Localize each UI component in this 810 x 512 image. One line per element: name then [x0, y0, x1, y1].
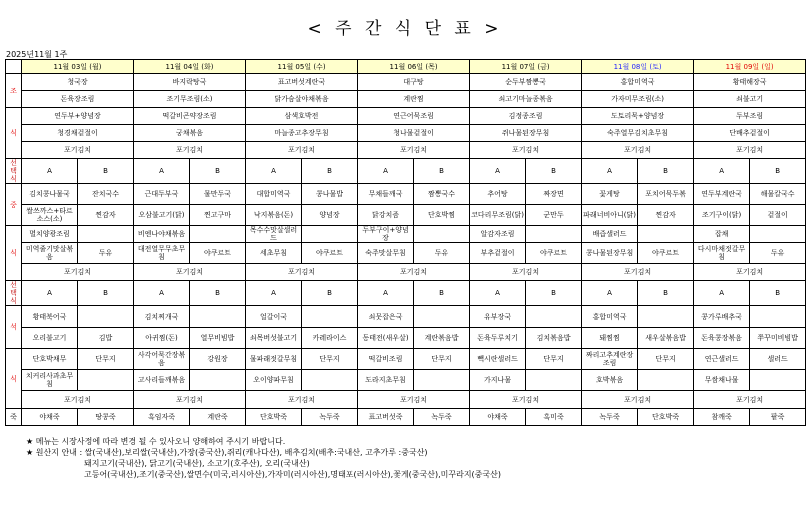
- meal-label-juk: 죽: [6, 409, 22, 426]
- juk-item-b: 땅콩죽: [78, 409, 134, 426]
- dinner-item-b: [302, 370, 358, 391]
- option-a: A: [246, 281, 302, 306]
- breakfast-item: 조기무조림(소): [134, 91, 246, 108]
- dinner-item-a: 오리불고기: [22, 328, 78, 349]
- breakfast-item: 김정종조림: [470, 108, 582, 125]
- option-b: B: [302, 281, 358, 306]
- option-b: B: [190, 159, 246, 184]
- dinner-item-b: 단무지: [78, 349, 134, 370]
- breakfast-item: 표고버섯계란국: [246, 74, 358, 91]
- dinner-item-a: 빽시란샐러드: [470, 349, 526, 370]
- day-header: 11월 07일 (금): [470, 60, 582, 74]
- lunch-item: 포기김치: [246, 264, 358, 281]
- corner-cell: [6, 60, 22, 74]
- dinner-item-a: 떡갈비조림: [358, 349, 414, 370]
- breakfast-item: 단배추겉절이: [694, 125, 806, 142]
- dinner-item-a: 도라지초무침: [358, 370, 414, 391]
- lunch-item-a: 부추겉절이: [470, 243, 526, 264]
- breakfast-item: 대구탕: [358, 74, 470, 91]
- lunch-item-a: 오삼불고기(닭): [134, 205, 190, 226]
- dinner-item-a: 돈육두루치기: [470, 328, 526, 349]
- breakfast-item: 순두부짬뽕국: [470, 74, 582, 91]
- lunch-item-b: [78, 226, 134, 243]
- dinner-item-b: 새우살볶음밥: [638, 328, 694, 349]
- dinner-item-b: [414, 370, 470, 391]
- dinner-item: 포기김치: [694, 391, 806, 409]
- lunch-item-b: 포치어묵두볶: [638, 184, 694, 205]
- option-a: A: [134, 281, 190, 306]
- dinner-item: 포기김치: [470, 391, 582, 409]
- option-a: A: [358, 281, 414, 306]
- lunch-item-a: 낙지볶음(돈): [246, 205, 302, 226]
- meal-label-lunch: 식: [6, 226, 22, 281]
- dinner-item-a: 치커리사과초무침: [22, 370, 78, 391]
- juk-item-b: 팥죽: [750, 409, 806, 426]
- option-b: B: [638, 159, 694, 184]
- lunch-item-a: 근대두부국: [134, 184, 190, 205]
- dinner-item-b: [302, 306, 358, 328]
- option-a: A: [358, 159, 414, 184]
- notes: [26, 436, 501, 480]
- breakfast-item: 청경채겉절이: [22, 125, 134, 142]
- option-a: A: [582, 159, 638, 184]
- dinner-item-a: 오이양파무침: [246, 370, 302, 391]
- breakfast-item: 궁채볶음: [134, 125, 246, 142]
- meal-label-breakfast: 식: [6, 108, 22, 159]
- breakfast-item: 도토리묵+양념장: [582, 108, 694, 125]
- day-header: 11월 09일 (일): [694, 60, 806, 74]
- dinner-item-a: 쇠목버섯불고기: [246, 328, 302, 349]
- dinner-item-b: 쭈꾸미비빔밥: [750, 328, 806, 349]
- lunch-item-b: [638, 226, 694, 243]
- lunch-item: 포기김치: [134, 264, 246, 281]
- option-b: B: [190, 281, 246, 306]
- option-a: A: [134, 159, 190, 184]
- dinner-item-b: [414, 306, 470, 328]
- lunch-item-a: 대전열무무초무침: [134, 243, 190, 264]
- breakfast-item: 포기김치: [246, 142, 358, 159]
- lunch-item-b: 야쿠르트: [302, 243, 358, 264]
- lunch-item-b: 잔치국수: [78, 184, 134, 205]
- option-a: A: [694, 159, 750, 184]
- lunch-item-b: 찐고구마: [190, 205, 246, 226]
- option-a: A: [470, 281, 526, 306]
- option-b: B: [750, 159, 806, 184]
- dinner-item-b: [750, 306, 806, 328]
- juk-item-b: 단호박죽: [638, 409, 694, 426]
- meal-label-dinner: 석: [6, 306, 22, 349]
- dinner-item-a: 단호박채무: [22, 349, 78, 370]
- breakfast-item: 닭가슴살야채볶음: [246, 91, 358, 108]
- dinner-item-a: 고사리들깨볶음: [134, 370, 190, 391]
- breakfast-item: 가자미무조림(소): [582, 91, 694, 108]
- lunch-item-a: 세초무침: [246, 243, 302, 264]
- lunch-item-b: [414, 226, 470, 243]
- dinner-item-a: 유부장국: [470, 306, 526, 328]
- lunch-item-b: 찐감자: [638, 205, 694, 226]
- dinner-item-a: 사각어묵간장볶음: [134, 349, 190, 370]
- dinner-item: 포기김치: [358, 391, 470, 409]
- lunch-item-a: 두부구이+양념장: [358, 226, 414, 243]
- lunch-item-b: 야쿠르트: [190, 243, 246, 264]
- lunch-item-a: 알감자조림: [470, 226, 526, 243]
- lunch-item-a: 쌀쓰까스+타르소스(소): [22, 205, 78, 226]
- dinner-item-b: [78, 306, 134, 328]
- option-b: B: [526, 159, 582, 184]
- option-b: B: [414, 159, 470, 184]
- breakfast-item: 삼색호박전: [246, 108, 358, 125]
- day-header: 11월 03일 (월): [22, 60, 134, 74]
- selection-label: 선택식: [6, 281, 22, 306]
- breakfast-item: 포기김치: [582, 142, 694, 159]
- option-a: A: [470, 159, 526, 184]
- lunch-item: 포기김치: [470, 264, 582, 281]
- dinner-item-b: 강원장: [190, 349, 246, 370]
- dinner-item-b: [526, 370, 582, 391]
- dinner-item-b: 김밥: [78, 328, 134, 349]
- breakfast-item: 쇠고기마늘종볶음: [470, 91, 582, 108]
- dinner-item-a: 돼찜찜: [582, 328, 638, 349]
- lunch-item-b: 양념장: [302, 205, 358, 226]
- lunch-item-b: 물만두국: [190, 184, 246, 205]
- breakfast-item: 청나물겉절이: [358, 125, 470, 142]
- lunch-item: 포기김치: [22, 264, 134, 281]
- breakfast-item: 쇠불고기: [694, 91, 806, 108]
- note-change: ★ 메뉴는 시장사정에 따라 변경 될 수 있사오니 양해하여 주시기 바랍니다.: [26, 437, 286, 446]
- dinner-item-a: 호박볶음: [582, 370, 638, 391]
- dinner-item-a: 쇠뭇잡은국: [358, 306, 414, 328]
- breakfast-item: 포기김치: [470, 142, 582, 159]
- dinner-item-b: 열무비빔밥: [190, 328, 246, 349]
- lunch-item-a: 추어탕: [470, 184, 526, 205]
- meal-label-lunch: 중: [6, 184, 22, 226]
- lunch-item-b: 군만두: [526, 205, 582, 226]
- lunch-item-b: 짬뽕국수: [414, 184, 470, 205]
- menu-table: [5, 59, 806, 426]
- breakfast-item: 두부조림: [694, 108, 806, 125]
- lunch-item: 포기김치: [582, 264, 694, 281]
- note-origin-fish: 고등어(국내산),조기(중국산),쌀면수(미국,러시아산),가자미(러시아산),명태포(러시아산),꽃게(중국산),미꾸라지(중국산): [84, 470, 501, 479]
- dinner-item-b: [78, 370, 134, 391]
- lunch-item-b: 두유: [414, 243, 470, 264]
- lunch-item-b: 콩나물밥: [302, 184, 358, 205]
- dinner-item-a: 돈육콩장볶음: [694, 328, 750, 349]
- lunch-item-b: 찐감자: [78, 205, 134, 226]
- lunch-item-b: [302, 226, 358, 243]
- breakfast-item: 포기김치: [134, 142, 246, 159]
- lunch-item-a: 숙주맛살무침: [358, 243, 414, 264]
- juk-item-b: 녹두죽: [414, 409, 470, 426]
- lunch-item-a: 멸치양광조림: [22, 226, 78, 243]
- lunch-item-a: 김치콩나물국: [22, 184, 78, 205]
- lunch-item-b: 짜장면: [526, 184, 582, 205]
- option-a: A: [22, 159, 78, 184]
- dinner-item-b: 계란볶음밥: [414, 328, 470, 349]
- dinner-item-b: [190, 370, 246, 391]
- dinner-item-a: 짜리고추계란장조림: [582, 349, 638, 370]
- lunch-item-a: 배즙샐러드: [582, 226, 638, 243]
- option-b: B: [638, 281, 694, 306]
- day-header: 11월 08일 (토): [582, 60, 694, 74]
- lunch-item-a: 콩나물된장무침: [582, 243, 638, 264]
- dinner-item: 포기김치: [246, 391, 358, 409]
- option-b: B: [414, 281, 470, 306]
- lunch-item-a: 코다리무조림(닭): [470, 205, 526, 226]
- option-a: A: [694, 281, 750, 306]
- option-b: B: [78, 159, 134, 184]
- dinner-item-a: 김치찌개국: [134, 306, 190, 328]
- option-b: B: [526, 281, 582, 306]
- lunch-item-b: [190, 226, 246, 243]
- lunch-item-a: 조기구이(닭): [694, 205, 750, 226]
- lunch-item: 포기김치: [694, 264, 806, 281]
- juk-item-b: 흑미죽: [526, 409, 582, 426]
- juk-item-a: 흑임자죽: [134, 409, 190, 426]
- dinner-item-a: 동태전(새우살): [358, 328, 414, 349]
- note-origin-meat: 돼지고기(국내산), 닭고기(국내산), 소고기(호주산), 오리(국내산): [84, 459, 310, 468]
- option-a: A: [246, 159, 302, 184]
- dinner-item-b: 단무지: [302, 349, 358, 370]
- breakfast-item: 돈육장조림: [22, 91, 134, 108]
- meal-label-dinner: 식: [6, 349, 22, 409]
- dinner-item-b: [526, 306, 582, 328]
- juk-item-b: 녹두죽: [302, 409, 358, 426]
- day-header: 11월 04일 (화): [134, 60, 246, 74]
- dinner-item-b: 카레라이스: [302, 328, 358, 349]
- selection-label: 선택식: [6, 159, 22, 184]
- lunch-item-a: 대합미역국: [246, 184, 302, 205]
- option-a: A: [22, 281, 78, 306]
- lunch-item-b: [750, 226, 806, 243]
- breakfast-item: 포기김치: [358, 142, 470, 159]
- dinner-item-b: 단무지: [638, 349, 694, 370]
- dinner-item-b: [190, 306, 246, 328]
- note-origin: ★ 원산지 안내 : 쌀(국내산),보리쌀(국내산),가장(중국산),쥐리(캐나다산), 배추김치(배추:국내산, 고추가루 :중국산): [26, 448, 428, 457]
- lunch-item-b: 단호박찜: [414, 205, 470, 226]
- dinner-item-a: 연근샐러드: [694, 349, 750, 370]
- lunch-item-a: 잡채: [694, 226, 750, 243]
- lunch-item-a: 파래너비아니(닭): [582, 205, 638, 226]
- lunch-item-b: 해물칼국수: [750, 184, 806, 205]
- day-header: 11월 05일 (수): [246, 60, 358, 74]
- lunch-item-b: 겉절이: [750, 205, 806, 226]
- lunch-item: 포기김치: [358, 264, 470, 281]
- dinner-item-b: [638, 306, 694, 328]
- week-label: 2025년11월 1주: [6, 50, 68, 59]
- dinner-item: 포기김치: [22, 391, 134, 409]
- lunch-item-a: 무채들깨국: [358, 184, 414, 205]
- lunch-item-b: 두유: [750, 243, 806, 264]
- juk-item-a: 녹두죽: [582, 409, 638, 426]
- dinner-item-a: 무쌈채나물: [694, 370, 750, 391]
- lunch-item-a: 미역줄기맛살볶음: [22, 243, 78, 264]
- dinner-item-a: 홍합미역국: [582, 306, 638, 328]
- dinner-item-b: 샐러드: [750, 349, 806, 370]
- breakfast-item: 청국장: [22, 74, 134, 91]
- lunch-item-a: 닭강치즘: [358, 205, 414, 226]
- dinner-item-a: 물파래젓갈무침: [246, 349, 302, 370]
- breakfast-item: 바지락탕국: [134, 74, 246, 91]
- breakfast-item: 포기김치: [694, 142, 806, 159]
- option-b: B: [302, 159, 358, 184]
- dinner-item-a: 황태북어국: [22, 306, 78, 328]
- juk-item-a: 야채죽: [470, 409, 526, 426]
- dinner-item-a: 얼갈이국: [246, 306, 302, 328]
- lunch-item-a: 다시마채젓갈무침: [694, 243, 750, 264]
- lunch-item-a: 연두부계란국: [694, 184, 750, 205]
- dinner-item-b: 단무지: [414, 349, 470, 370]
- juk-item-a: 표고버섯죽: [358, 409, 414, 426]
- breakfast-item: 쥐나물된장무침: [470, 125, 582, 142]
- option-b: B: [750, 281, 806, 306]
- juk-item-b: 계란죽: [190, 409, 246, 426]
- dinner-item-b: [638, 370, 694, 391]
- lunch-item-a: 목수수맛살샐러드: [246, 226, 302, 243]
- lunch-item-b: 두유: [78, 243, 134, 264]
- lunch-item-a: 비엔나야채볶음: [134, 226, 190, 243]
- dinner-item-a: 콩가루배추국: [694, 306, 750, 328]
- meal-label-breakfast: 조: [6, 74, 22, 108]
- dinner-item: 포기김치: [134, 391, 246, 409]
- dinner-item-a: 아귀찜(돈): [134, 328, 190, 349]
- dinner-item: 포기김치: [582, 391, 694, 409]
- page-title: < 주 간 식 단 표 >: [307, 19, 503, 39]
- breakfast-item: 숙주열무김치초무침: [582, 125, 694, 142]
- option-a: A: [582, 281, 638, 306]
- breakfast-item: 계란찜: [358, 91, 470, 108]
- breakfast-item: 떡갈비곤약장조림: [134, 108, 246, 125]
- dinner-item-b: 단무지: [526, 349, 582, 370]
- breakfast-item: 홍합미역국: [582, 74, 694, 91]
- breakfast-item: 포기김치: [22, 142, 134, 159]
- breakfast-item: 황태해장국: [694, 74, 806, 91]
- juk-item-a: 참깨죽: [694, 409, 750, 426]
- dinner-item-b: 김치볶음밥: [526, 328, 582, 349]
- day-header: 11월 06일 (목): [358, 60, 470, 74]
- breakfast-item: 마늘종고추장무침: [246, 125, 358, 142]
- breakfast-item: 연두부+양념장: [22, 108, 134, 125]
- option-b: B: [78, 281, 134, 306]
- juk-item-a: 야채죽: [22, 409, 78, 426]
- dinner-item-a: 가지나물: [470, 370, 526, 391]
- lunch-item-a: 꽃게탕: [582, 184, 638, 205]
- dinner-item-b: [750, 370, 806, 391]
- lunch-item-b: 야쿠르트: [526, 243, 582, 264]
- juk-item-a: 단호박죽: [246, 409, 302, 426]
- breakfast-item: 연근어묵조림: [358, 108, 470, 125]
- lunch-item-b: [526, 226, 582, 243]
- lunch-item-b: 야쿠르트: [638, 243, 694, 264]
